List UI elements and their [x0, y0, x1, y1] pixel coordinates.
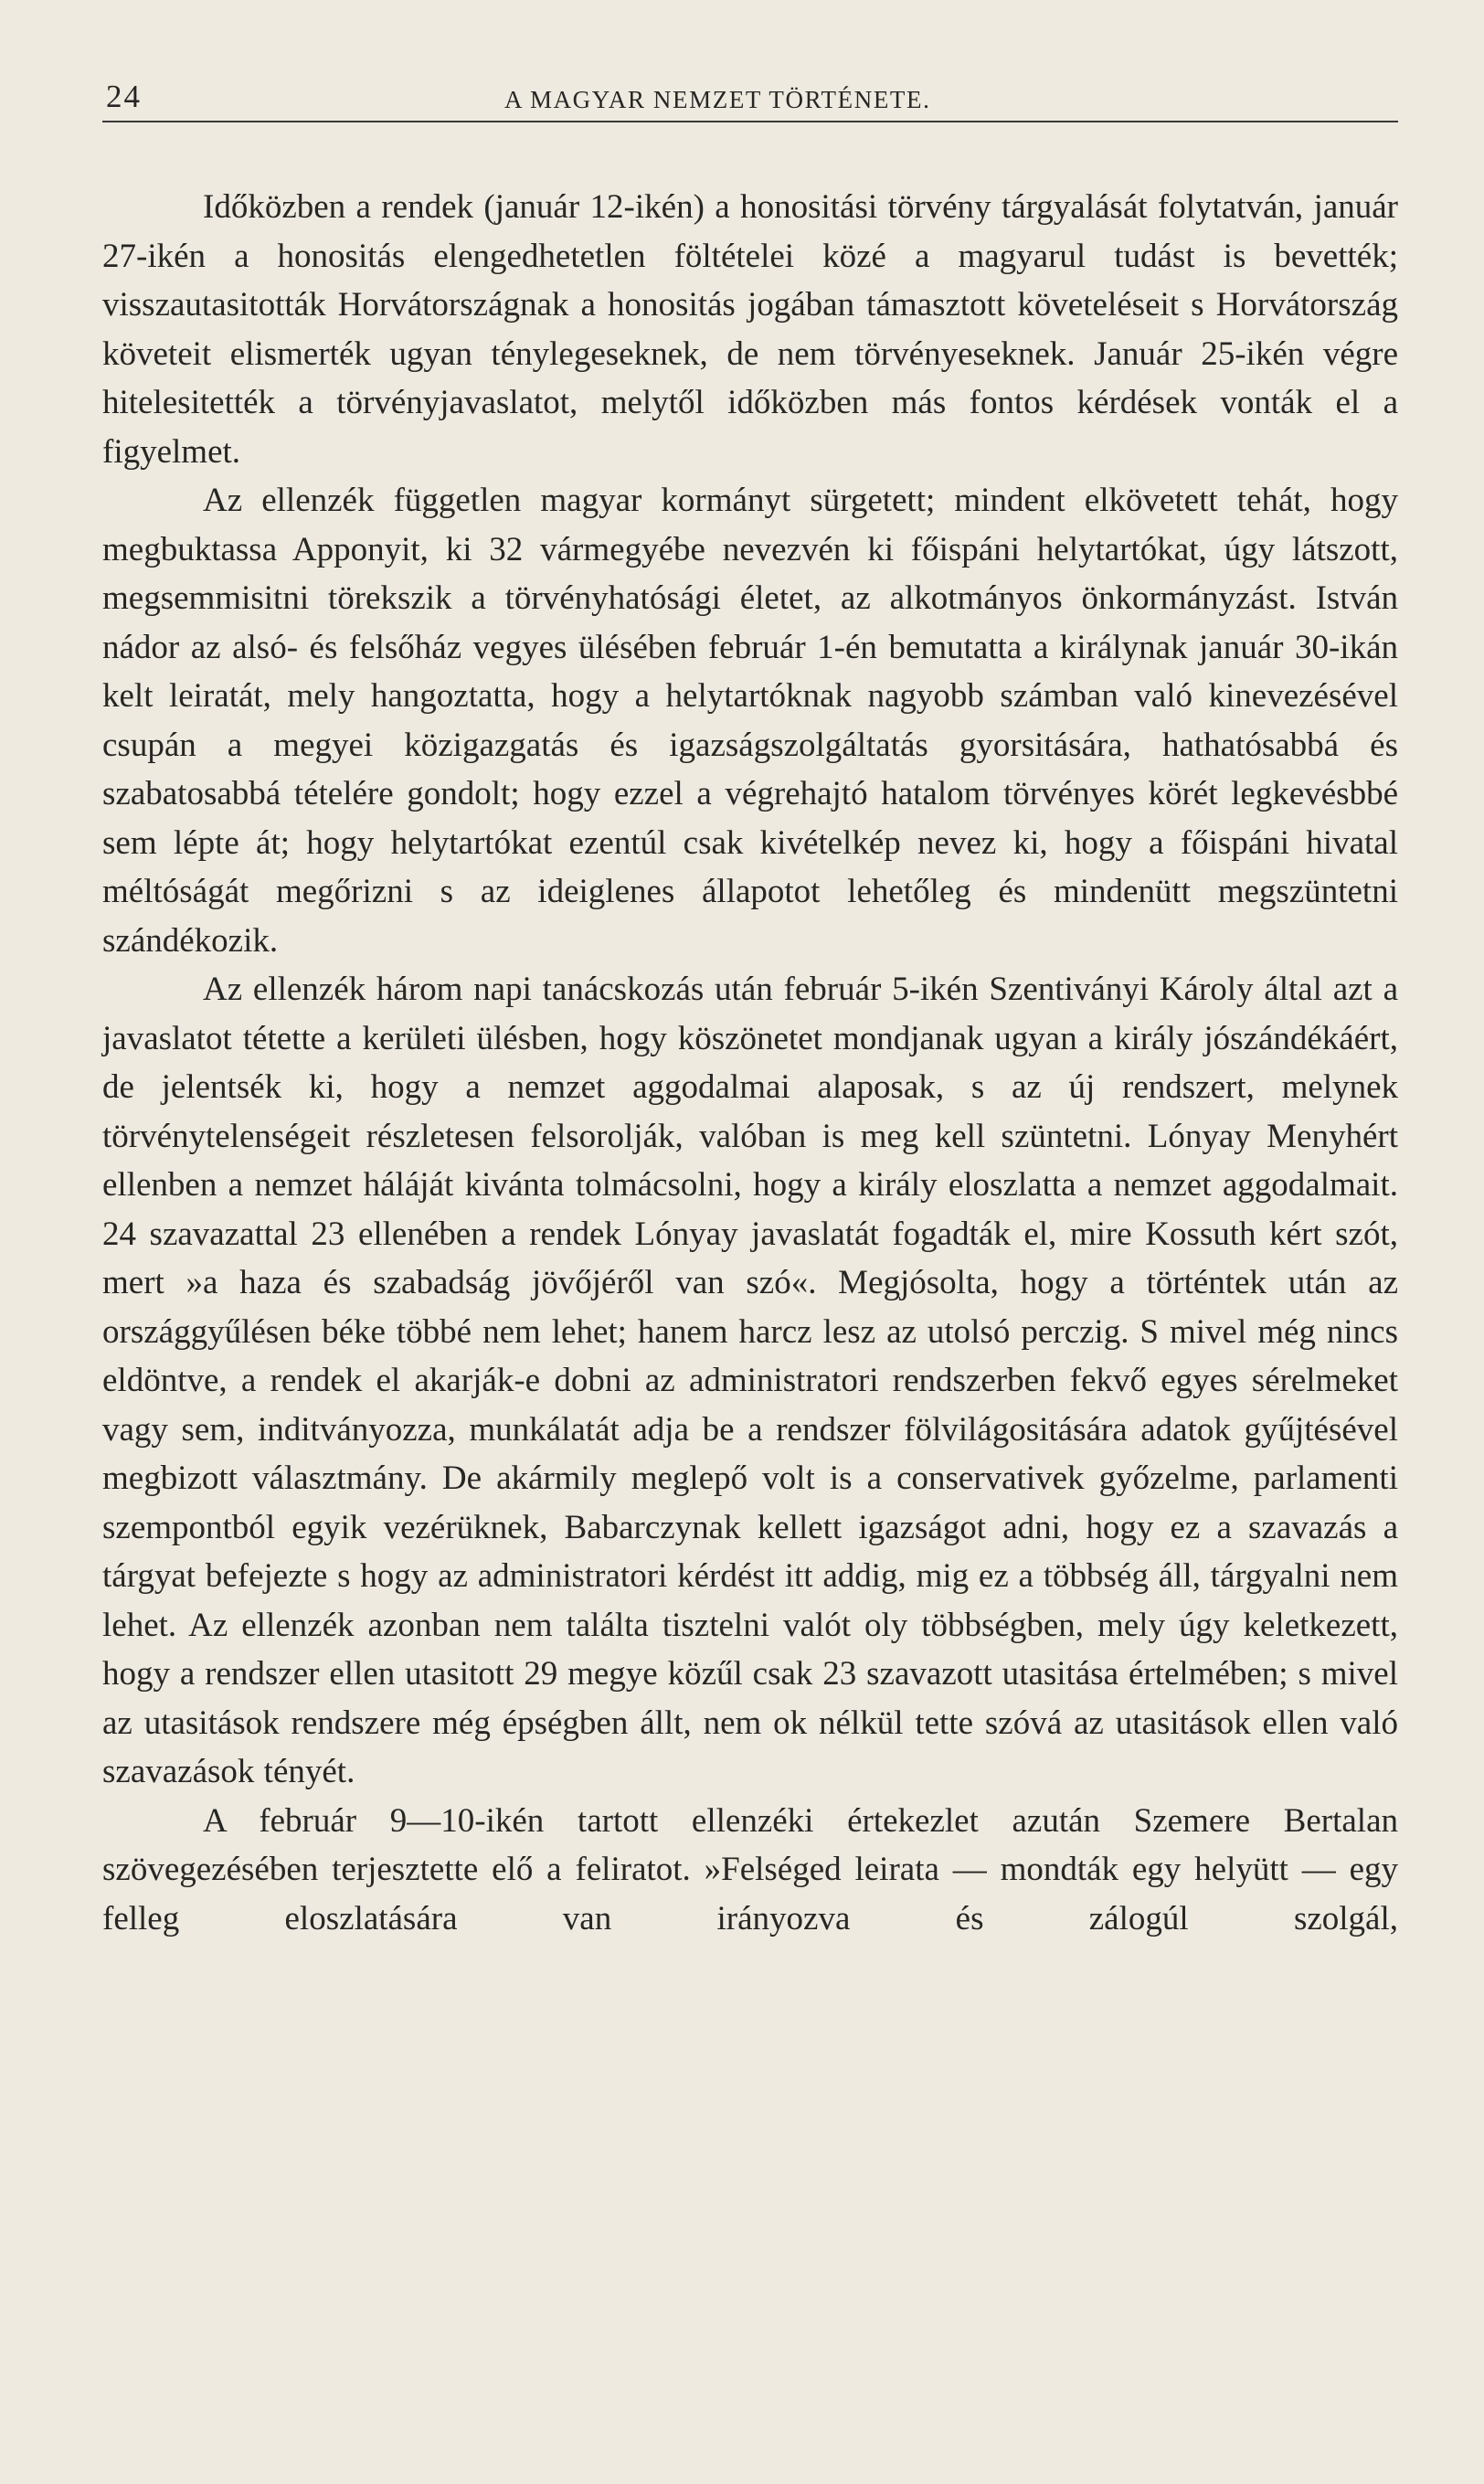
paragraph-3: Az ellenzék három napi tanácskozás után február 5-ikén Szentiványi Károly által azt a javaslatot tétette a kerületi ülésben, hogy köszönetet mondjanak ugyan a király jószándékáért, de jelentsék ki, hogy a nemzet aggodalmai alaposak, s az új rendszert, melynek törvénytelenségeit részletesen felsorolják, valóban is meg kell szüntetni. Lónyay Menyhért ellenben a nemzet háláját kivánta tolmácsolni, hogy a király eloszlatta a nemzet aggodalmait. 24 szavazattal 23 ellenében a rendek Lónyay javaslatát fogadták el, mire Kossuth kért szót, mert »a haza és szabadság jövőjéről van szó«. Megjósolta, hogy a történtek után az országgyűlésen béke többé nem lehet; hanem harcz lesz az utolsó perczig. S mivel még nincs eldöntve, a rendek el akarják-e dobni az administratori rendszerben fekvő egyes sérelmeket vagy sem, inditványozza, munkálatát adja be a rendszer fölvilágositására adatok gyűjtésével megbizott választmány. De akármily meglepő volt is a conservativek győzelme, parlamenti szempontból egyik vezérüknek, Babarczynak kellett igazságot adni, hogy ez a szavazás a tárgyat befejezte s hogy az administratori kérdést itt addig, mig ez a többség áll, tárgyalni nem lehet. Az ellenzék azonban nem találta tisztelni valót oly többségben, mely úgy keletkezett, hogy a rendszer ellen utasitott 29 megye közűl csak 23 szavazott utasitása értelmében; s mivel az utasitások rendszere még épségben állt, nem ok nélkül tette szóvá az utasitások ellen való szavazások tényét. [102, 971, 1398, 1790]
running-title: A MAGYAR NEMZET TÖRTÉNETE. [504, 86, 931, 113]
paragraph-4: A február 9—10-ikén tartott ellenzéki értekezlet azután Szemere Bertalan szövegezésében terjesztette elő a feliratot. »Felséged leirata — mondták egy helyütt — egy felleg eloszlatására van irányozva és zálogúl szolgál, [102, 1801, 1398, 1937]
body-text [102, 183, 1398, 1943]
paragraph-1: Időközben a rendek (január 12-ikén) a honositási törvény tárgyalását folytatván, január 27-ikén a honositás elengedhetetlen föltételei közé a magyarul tudást is bevették; visszautasitották Horvátországnak a honositás jogában támasztott követeléseit s Horvátország követeit elismerték ugyan ténylegeseknek, de nem törvényeseknek. Január 25-ikén végre hitelesitették a törvényjavaslatot, melytől időközben más fontos kérdések vonták el a figyelmet. [102, 188, 1398, 471]
paragraph-2: Az ellenzék független magyar kormányt sürgetett; mindent elkövetett tehát, hogy megbuktassa Apponyit, ki 32 vármegyébe nevezvén ki főispáni helytartókat, úgy látszott, megsemmisitni törekszik a törvényhatósági életet, az alkotmányos önkormányzást. István nádor az alsó- és felsőház vegyes ülésében február 1-én bemutatta a királynak január 30-ikán kelt leiratát, mely hangoztatta, hogy a helytartóknak nagyobb számban való kinevezésével csupán a megyei közigazgatás és igazságszolgáltatás gyorsitására, hathatósabbá és szabatosabbá tételére gondolt; hogy ezzel a végrehajtó hatalom törvényes körét legkevésbbé sem lépte át; hogy helytartókat ezentúl csak kivételkép nevez ki, hogy a főispáni hivatal méltóságát megőrizni s az ideiglenes állapotot lehetőleg és mindenütt megszüntetni szándékozik. [102, 482, 1398, 960]
page-header [102, 75, 1398, 122]
page-number: 24 [106, 79, 142, 114]
